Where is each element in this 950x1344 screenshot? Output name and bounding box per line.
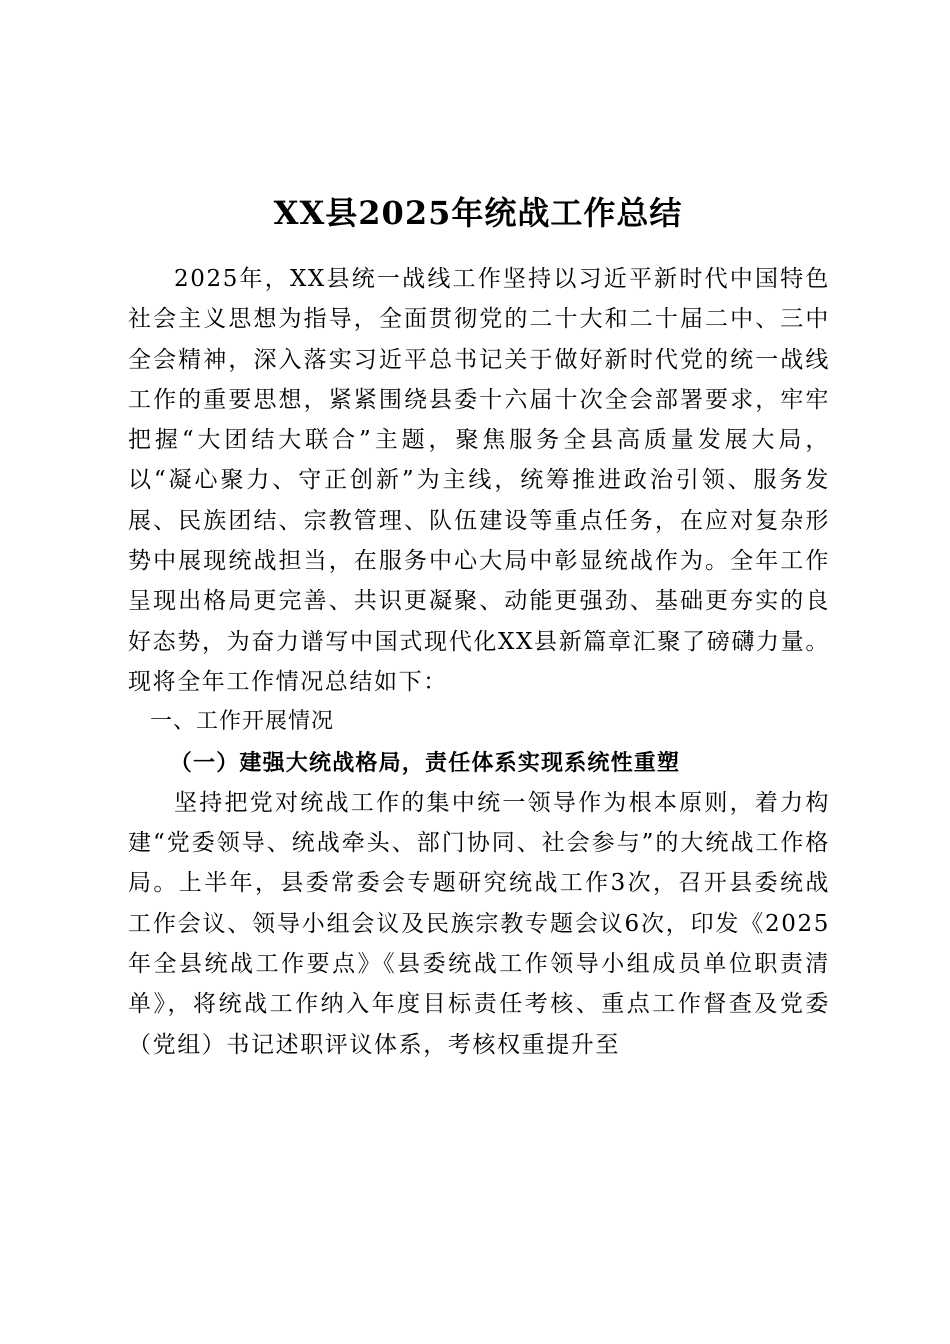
- intro-paragraph: 2025年，XX县统一战线工作坚持以习近平新时代中国特色社会主义思想为指导，全面贯彻党的二十大和二十届二中、三中全会精神，深入落实习近平总书记关于做好新时代党的统一战线工作的重要思想，紧紧围绕县委十六届十次全会部署要求，牢牢把握“大团结大联合”主题，聚焦服务全县高质量发展大局，以“凝心聚力、守正创新”为主线，统筹推进政治引领、服务发展、民族团结、宗教管理、队伍建设等重点任务，在应对复杂形势中展现统战担当，在服务中心大局中彰显统战作为。全年工作呈现出格局更完善、共识更凝聚、动能更强劲、基础更夯实的良好态势，为奋力谱写中国式现代化XX县新篇章汇聚了磅礴力量。现将全年工作情况总结如下：: [128, 266, 830, 695]
- section-heading: 一、工作开展情况: [150, 709, 335, 735]
- subsection-heading: （一）建强大统战格局，责任体系实现系统性重塑: [169, 749, 681, 776]
- subsection-paragraph: 坚持把党对统战工作的集中统一领导作为根本原则，着力构建“党委领导、统战牵头、部门协同、社会参与”的大统战工作格局。上半年，县委常委会专题研究统战工作3次，召开县委统战工作会议、领导小组会议及民族宗教专题会议6次，印发《2025年全县统战工作要点》《县委统战工作领导小组成员单位职责清单》，将统战工作纳入年度目标责任考核、重点工作督查及党委（党组）书记述职评议体系，考核权重提升至: [128, 789, 830, 1058]
- document-body: [128, 259, 830, 1065]
- document-title: XX县2025年统战工作总结: [273, 194, 683, 233]
